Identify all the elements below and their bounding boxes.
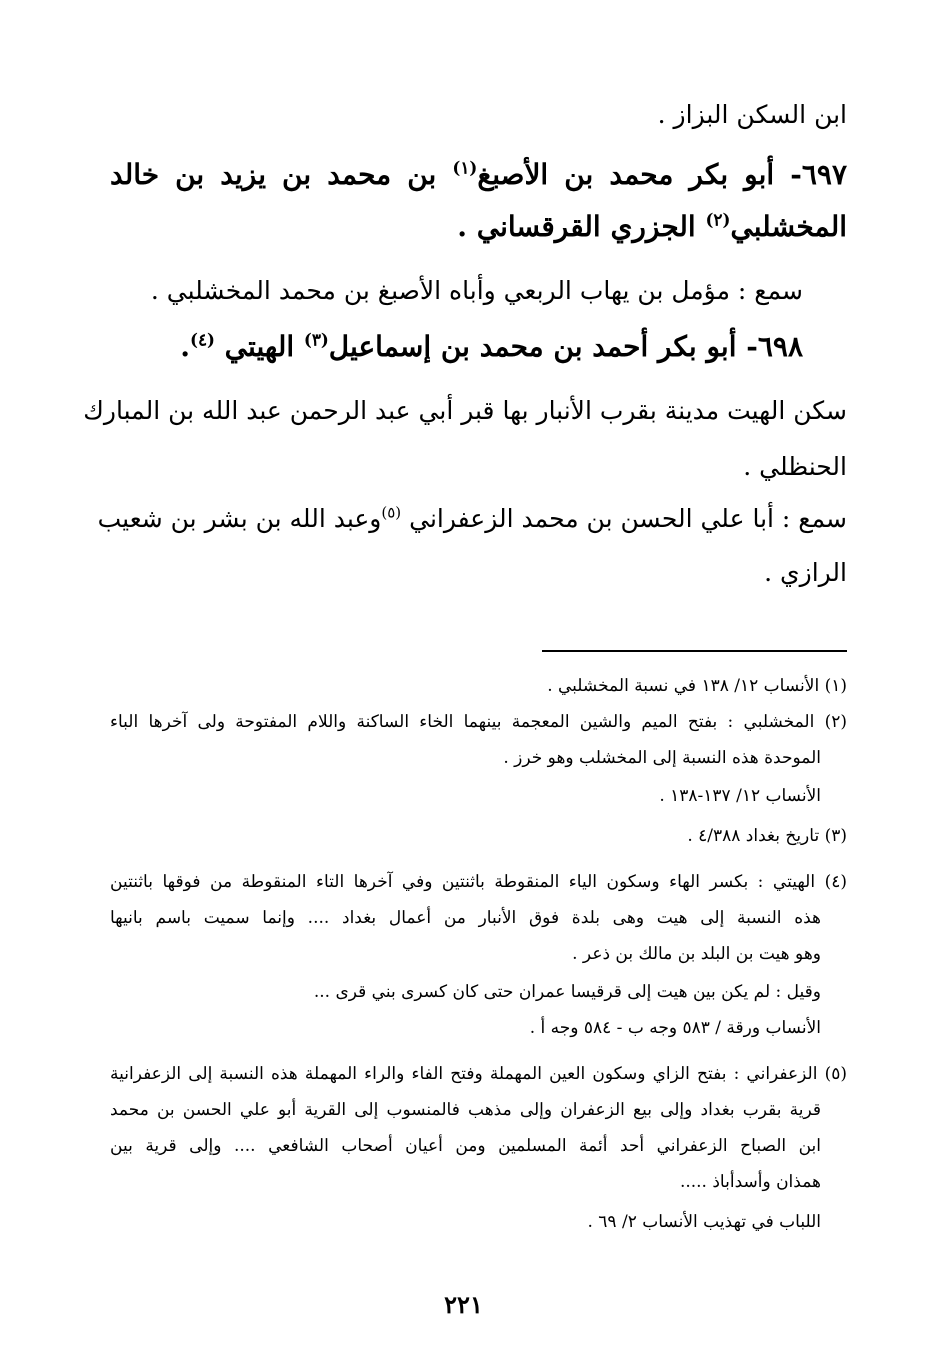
text-line: ابن السكن البزاز . (657, 100, 847, 129)
entry-697-heard: سمع : مؤمل بن يهاب الربعي وأباه الأصبغ بن محمد المخشلبي . (150, 276, 803, 305)
page-number: ٢٢١ (444, 1290, 483, 1319)
entry-697-nisba: المخشلبي (730, 210, 847, 243)
entry-698-heading (110, 330, 803, 364)
entry-698-location: سكن الهيت مدينة بقرب الأنبار بها قبر أبي عبد الرحمن عبد الله بن المبارك (83, 396, 847, 425)
entry-697-heading (110, 158, 847, 192)
entry-697-heading-end: بن محمد بن يزيد بن خالد (110, 158, 453, 191)
footnote-5: (٥) الزعفراني : بفتح الزاي وسكون العين المهملة وفتح الفاء والراء المهملة هذه النسبة إلى الزعفرانية (110, 1064, 847, 1084)
footnote-5-line-4: همذان وأسدأباذ ..... (679, 1172, 821, 1192)
footnote-1: (١) الأنساب ١٢/ ١٣٨ في نسبة المخشلبي . (547, 676, 847, 696)
entry-698-heard (97, 503, 847, 534)
entry-698-location-cont: الحنظلي . (743, 452, 847, 481)
footnote-ref-3: (٣) (303, 329, 329, 350)
footnote-4: (٤) الهيتي : بكسر الهاء وسكون الياء المنقوطة باثنتين وفي آخرها التاء المنقوطة من فوقها باثنتين (110, 872, 847, 892)
entry-697-heading-start: ٦٩٧- أبو بكر محمد بن الأصبغ (477, 158, 847, 191)
footnote-2-line-2: الموحدة هذه النسبة إلى المخشلب وهو خرز . (503, 748, 821, 768)
footnote-2-source: الأنساب ١٢/ ١٣٧-١٣٨ . (659, 786, 821, 806)
footnote-ref-4: (٤) (190, 329, 215, 350)
entry-698-nisba: الهيتي (214, 330, 304, 363)
footnote-ref-2: (٢) (705, 209, 731, 230)
footnote-5-source: اللباب في تهذيب الأنساب ٢/ ٦٩ . (587, 1212, 821, 1232)
entry-698-heard-start: سمع : أبا علي الحسن بن محمد الزعفراني (401, 504, 847, 533)
footnote-5-line-2: قرية بقرب بغداد وإلى بيع الزعفران وإلى مذهب فالمنسوب إلى القرية أبو علي الحسن بن محمد (110, 1100, 821, 1120)
entry-698-heading-end: . (180, 330, 190, 363)
footnote-3: (٣) تاريخ بغداد ٤/٣٨٨ . (687, 826, 847, 846)
footnote-ref-5: (٥) (381, 503, 402, 522)
footnote-4-line-2: هذه النسبة إلى هيت وهى بلدة فوق الأنبار من أعمال بغداد .... وإنما سميت باسم بانيها (110, 908, 821, 928)
entry-697-heading-cont (110, 210, 847, 244)
footnote-5-line-3: ابن الصباح الزعفراني أحد أئمة المسلمين ومن أعيان أصحاب الشافعي .... وإلى قرية بين (110, 1136, 821, 1156)
entry-698-heard-end: وعبد الله بن بشر بن شعيب (97, 504, 382, 533)
footnote-4-line-3: وهو هيت بن البلد بن مالك بن ذعر . (572, 944, 821, 964)
footnote-4-source: الأنساب ورقة / ٥٨٣ وجه ب - ٥٨٤ وجه أ . (529, 1018, 821, 1038)
footnote-2: (٢) المخشلبي : بفتح الميم والشين المعجمة بينهما الخاء الساكنة واللام المفتوحة ولى آخرها الباء (110, 712, 847, 732)
entry-698-heard-cont: الرازي . (764, 558, 847, 587)
footnote-4-line-4: وقيل : لم يكن بين هيت إلى قرقيسا عمران حتى كان كسرى بني قرى ... (313, 982, 821, 1002)
entry-697-nisba-2: الجزري القرقساني . (457, 210, 706, 243)
entry-698-heading-start: ٦٩٨- أبو بكر أحمد بن محمد بن إسماعيل (328, 330, 803, 363)
footnote-separator (542, 650, 847, 652)
footnote-ref-1: (١) (452, 157, 478, 178)
